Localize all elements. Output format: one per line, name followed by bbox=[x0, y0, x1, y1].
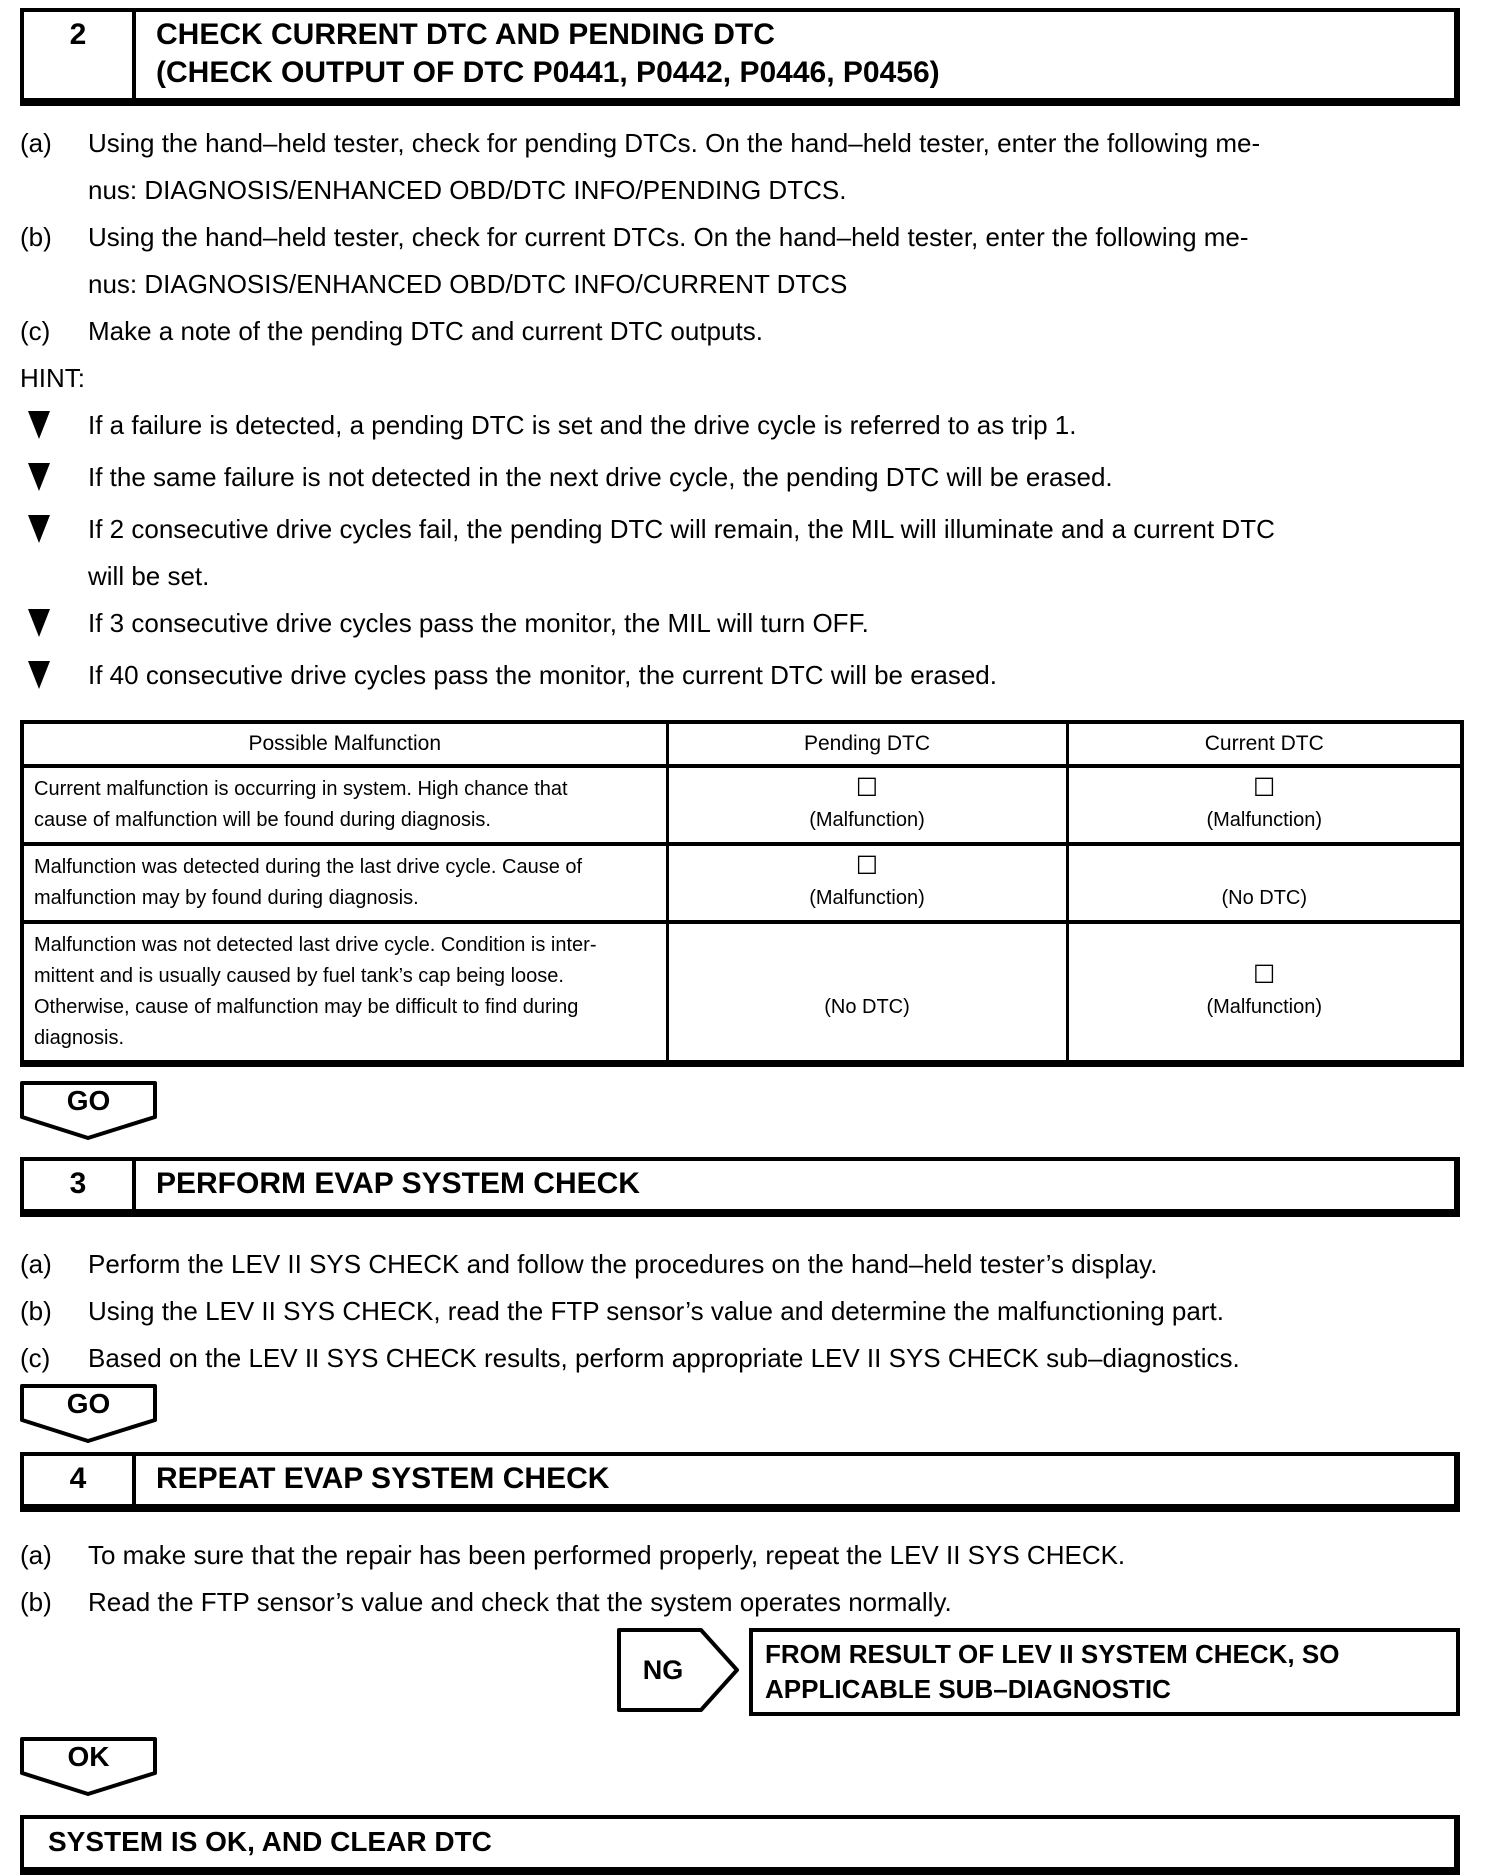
checkbox-icon bbox=[669, 960, 1066, 992]
hint-bullet-item bbox=[20, 454, 1460, 506]
item-label: (a) bbox=[20, 1249, 52, 1279]
current-dtc-cell bbox=[1067, 766, 1462, 844]
step-title-line: PERFORM EVAP SYSTEM CHECK bbox=[156, 1167, 640, 1200]
step-title bbox=[136, 1456, 609, 1504]
procedure-item bbox=[20, 1241, 1460, 1288]
table-row bbox=[22, 844, 1462, 922]
step-3-procedure bbox=[20, 1241, 1460, 1382]
step-number: 4 bbox=[24, 1456, 136, 1504]
bullet-cell bbox=[20, 506, 88, 600]
item-text: Based on the LEV II SYS CHECK results, perform appropriate LEV II SYS CHECK sub–diagnostics. bbox=[88, 1343, 1240, 1373]
dtc-state-label: (Malfunction) bbox=[809, 887, 925, 909]
ng-branch bbox=[617, 1628, 1460, 1717]
hint-bullet-item bbox=[20, 600, 1460, 652]
pending-dtc-cell bbox=[667, 844, 1067, 922]
step-title-line: CHECK CURRENT DTC AND PENDING DTC bbox=[156, 18, 775, 51]
table-row bbox=[22, 766, 1462, 844]
step-4-header bbox=[20, 1452, 1460, 1512]
triangle-bullet-icon bbox=[28, 609, 50, 637]
go-connector bbox=[20, 1081, 157, 1143]
hint-text: If the same failure is not detected in the next drive cycle, the pending DTC will be erased. bbox=[88, 462, 1113, 492]
triangle-bullet-icon bbox=[28, 463, 50, 491]
triangle-bullet-icon bbox=[28, 661, 50, 689]
item-label: (c) bbox=[20, 316, 51, 346]
step-title bbox=[136, 1161, 640, 1209]
item-label: (a) bbox=[20, 128, 52, 158]
step-number: 3 bbox=[24, 1161, 136, 1209]
procedure-item bbox=[20, 214, 1460, 308]
step-3-header bbox=[20, 1157, 1460, 1217]
checkbox-icon: ☐ bbox=[855, 773, 879, 802]
item-text: Read the FTP sensor’s value and check that the system operates normally. bbox=[88, 1587, 952, 1617]
current-dtc-cell bbox=[1067, 922, 1462, 1064]
pending-dtc-cell bbox=[667, 922, 1067, 1064]
hint-text: If 2 consecutive drive cycles fail, the pending DTC will remain, the MIL will illuminate and a current DTC will be set. bbox=[88, 514, 1275, 591]
checkbox-icon: ☐ bbox=[855, 851, 879, 880]
hint-bullet-item bbox=[20, 506, 1460, 600]
item-text: To make sure that the repair has been performed properly, repeat the LEV II SYS CHECK. bbox=[88, 1540, 1126, 1570]
step-4-procedure bbox=[20, 1532, 1460, 1626]
item-text: Perform the LEV II SYS CHECK and follow the procedures on the hand–held tester’s display. bbox=[88, 1249, 1158, 1279]
item-label: (c) bbox=[20, 1343, 51, 1373]
dtc-state-label: (Malfunction) bbox=[809, 809, 925, 831]
checkbox-icon: ☐ bbox=[1253, 960, 1276, 989]
current-dtc-cell bbox=[1067, 844, 1462, 922]
hint-label: HINT: bbox=[20, 363, 85, 393]
ng-label: NG bbox=[642, 1655, 684, 1685]
checkbox-icon bbox=[1069, 851, 1461, 883]
triangle-bullet-icon bbox=[28, 411, 50, 439]
ng-connector bbox=[617, 1628, 741, 1717]
procedure-item bbox=[20, 1532, 1460, 1579]
table-header-row bbox=[22, 722, 1462, 766]
item-label: (a) bbox=[20, 1540, 52, 1570]
go-label: GO bbox=[66, 1388, 111, 1419]
column-header: Possible Malfunction bbox=[22, 722, 667, 766]
ng-result-box: FROM RESULT OF LEV II SYSTEM CHECK, SO APPLICABLE SUB–DIAGNOSTIC bbox=[749, 1628, 1460, 1716]
procedure-item bbox=[20, 120, 1460, 214]
hint-text: If 3 consecutive drive cycles pass the monitor, the MIL will turn OFF. bbox=[88, 608, 869, 638]
item-text: Make a note of the pending DTC and current DTC outputs. bbox=[88, 316, 763, 346]
dtc-state-label: (No DTC) bbox=[1221, 887, 1308, 909]
dtc-state-label: (Malfunction) bbox=[1206, 809, 1323, 831]
bullet-cell bbox=[20, 652, 88, 704]
final-result-box: SYSTEM IS OK, AND CLEAR DTC bbox=[20, 1815, 1460, 1875]
item-text: Using the LEV II SYS CHECK, read the FTP sensor’s value and determine the malfunctioning part. bbox=[88, 1296, 1224, 1326]
step-title-line: (CHECK OUTPUT OF DTC P0441, P0442, P0446, P0456) bbox=[156, 56, 940, 89]
bullet-cell bbox=[20, 454, 88, 506]
procedure-item bbox=[20, 1288, 1460, 1335]
checkbox-icon: ☐ bbox=[1253, 773, 1276, 802]
step-2-procedure bbox=[20, 120, 1460, 704]
hint-bullet-item bbox=[20, 652, 1460, 704]
item-label: (b) bbox=[20, 1296, 52, 1326]
hint-text: If 40 consecutive drive cycles pass the monitor, the current DTC will be erased. bbox=[88, 660, 997, 690]
hint-text: If a failure is detected, a pending DTC is set and the drive cycle is referred to as trip 1. bbox=[88, 410, 1077, 440]
malfunction-cell: Current malfunction is occurring in system. High chance that cause of malfunction will be found during diagnosis. bbox=[22, 766, 667, 844]
item-label: (b) bbox=[20, 222, 52, 252]
go-connector bbox=[20, 1384, 157, 1446]
dtc-state-label: (Malfunction) bbox=[1206, 996, 1323, 1018]
go-label: GO bbox=[66, 1085, 111, 1116]
item-text: Using the hand–held tester, check for current DTCs. On the hand–held tester, enter the following me- nus: DIAGNOSIS/ENHANCED OBD/DTC INFO/CURRENT DTCS bbox=[88, 222, 1249, 299]
hint-bullet-item bbox=[20, 402, 1460, 454]
dtc-state-label: (No DTC) bbox=[824, 996, 910, 1018]
ok-connector bbox=[20, 1737, 157, 1799]
ok-label: OK bbox=[67, 1741, 110, 1772]
malfunction-cell: Malfunction was detected during the last drive cycle. Cause of malfunction may by found during diagnosis. bbox=[22, 844, 667, 922]
item-label: (b) bbox=[20, 1587, 52, 1617]
pending-dtc-cell bbox=[667, 766, 1067, 844]
triangle-bullet-icon bbox=[28, 515, 50, 543]
step-title bbox=[136, 12, 940, 98]
item-text: Using the hand–held tester, check for pending DTCs. On the hand–held tester, enter the following me- nus: DIAGNOSIS/ENHANCED OBD/DTC INFO/PENDING DTCS. bbox=[88, 128, 1261, 205]
column-header: Pending DTC bbox=[667, 722, 1067, 766]
procedure-item bbox=[20, 1335, 1460, 1382]
step-number: 2 bbox=[24, 12, 136, 98]
bullet-cell bbox=[20, 600, 88, 652]
bullet-cell bbox=[20, 402, 88, 454]
procedure-item bbox=[20, 1579, 1460, 1626]
column-header: Current DTC bbox=[1067, 722, 1462, 766]
step-2-header bbox=[20, 8, 1460, 106]
procedure-item bbox=[20, 308, 1460, 355]
table-row bbox=[22, 922, 1462, 1064]
malfunction-cell: Malfunction was not detected last drive cycle. Condition is inter- mittent and is usually caused by fuel tank’s cap being loose. Otherwise, cause of malfunction may be difficult to find during diagnosis. bbox=[22, 922, 667, 1064]
dtc-table bbox=[20, 720, 1464, 1067]
step-title-line: REPEAT EVAP SYSTEM CHECK bbox=[156, 1462, 610, 1495]
